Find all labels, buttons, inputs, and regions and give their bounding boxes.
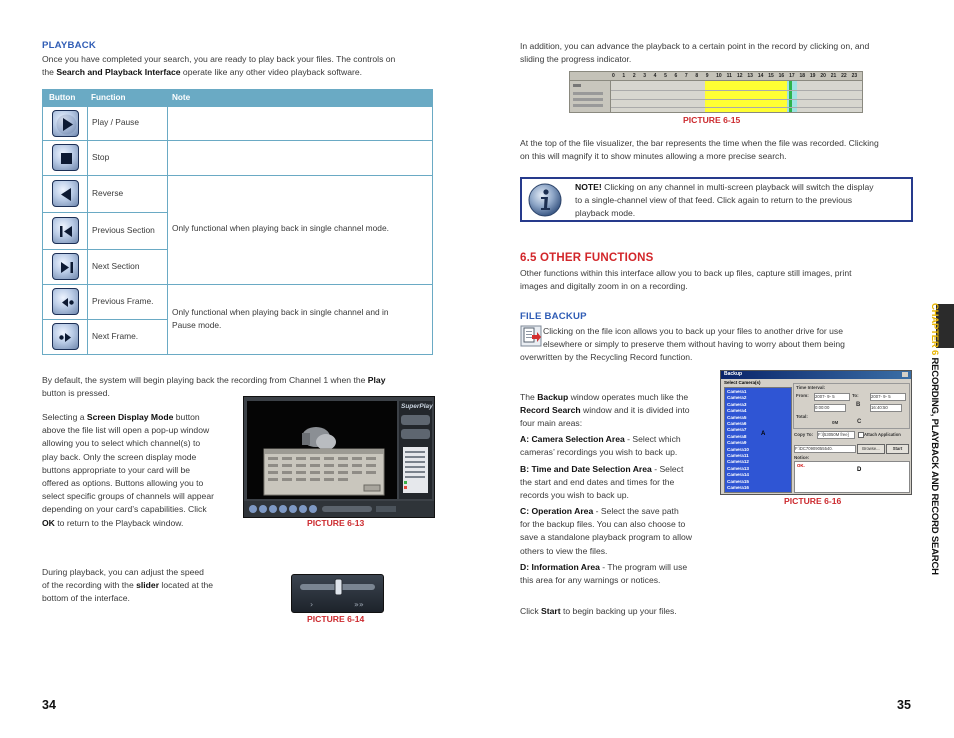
timeline-hour-label[interactable]: 13 bbox=[747, 73, 753, 79]
picture-6-16-caption: PICTURE 6-16 bbox=[784, 496, 842, 506]
row-function: Stop bbox=[92, 152, 110, 162]
time-interval-group: Time Interval: From: 2007- 9- 5 To: 2007- 9- 5 0:00:00 B 16:40:50 Total: 0M bbox=[793, 383, 910, 429]
playback-heading: PLAYBACK bbox=[42, 40, 97, 51]
from-date-field[interactable]: 2007- 9- 5 bbox=[814, 393, 850, 401]
camera-list-item[interactable]: Camera8 bbox=[727, 433, 747, 439]
timeline-hour-label[interactable]: 22 bbox=[841, 73, 847, 79]
camera-list-item[interactable]: Camera14 bbox=[727, 472, 749, 478]
table-row bbox=[43, 176, 432, 212]
svg-text:›: › bbox=[310, 600, 314, 609]
file-visualizer-paragraph: At the top of the file visualizer, the bar represents the time when the file was recorded. Clicking on this will magnify it to show minutes allowing a more precise search. bbox=[520, 138, 879, 162]
area-a-paragraph: A: Camera Selection Area - Select which cameras’ recordings you wish to back up. bbox=[520, 434, 681, 458]
page-number-left: 34 bbox=[42, 698, 56, 712]
table-row bbox=[43, 107, 432, 140]
row-function: Next Frame. bbox=[92, 331, 139, 341]
area-b-paragraph: B: Time and Date Selection Area - Select the start and end dates and times for the records you wish to back up. bbox=[520, 464, 684, 501]
camera-list-item[interactable]: Camera16 bbox=[727, 485, 749, 490]
camera-list-item[interactable]: Camera5 bbox=[727, 414, 747, 420]
note-single-channel: Only functional when playing back in single channel mode. bbox=[172, 223, 389, 233]
timeline-hour-label[interactable]: 4 bbox=[653, 73, 657, 79]
chapter-tab bbox=[924, 303, 944, 575]
info-icon bbox=[528, 183, 562, 217]
timeline-hour-label[interactable]: 10 bbox=[716, 73, 722, 79]
timeline-hour-label[interactable]: 8 bbox=[695, 73, 699, 79]
timeline-hour-bar bbox=[570, 72, 862, 81]
note-single-channel-pause: Only functional when playing back in single channel and in Pause mode. bbox=[172, 307, 389, 330]
camera-list-item[interactable]: Camera2 bbox=[727, 395, 747, 401]
playback-window-screenshot bbox=[243, 396, 435, 518]
playback-intro: Once you have completed your search, you are ready to play back your files. The controls on the Search and Playback Interface operate like any other video playback software. bbox=[42, 54, 396, 78]
stop-icon bbox=[52, 144, 79, 171]
timeline-hour-label[interactable]: 6 bbox=[674, 73, 678, 79]
speed-slider-screenshot bbox=[291, 574, 384, 613]
timeline-hour-label[interactable]: 17 bbox=[789, 73, 795, 79]
select-cameras-label: Select Camera(s) bbox=[724, 380, 761, 385]
timeline-hour-label[interactable]: 1 bbox=[622, 73, 626, 79]
area-d-paragraph: D: Information Area - The program will use this area for any warnings or notices. bbox=[520, 562, 688, 586]
header-button: Button bbox=[49, 93, 76, 102]
area-a-marker: A bbox=[761, 431, 766, 437]
camera-list-item[interactable]: Camera11 bbox=[727, 453, 749, 458]
row-function: Reverse bbox=[92, 188, 124, 198]
svg-text:»»: »» bbox=[354, 600, 364, 609]
superplay-logo: SuperPlay bbox=[401, 403, 433, 410]
previous-frame-icon bbox=[52, 288, 79, 315]
timeline-hour-label[interactable]: 19 bbox=[809, 73, 816, 79]
table-header bbox=[43, 90, 432, 107]
copy-to-select[interactable]: F:\[53050M free] bbox=[817, 431, 855, 439]
timeline-hour-label[interactable]: 3 bbox=[643, 73, 647, 79]
to-time-field[interactable]: 16:40:50 bbox=[870, 404, 902, 412]
table-row bbox=[43, 141, 432, 175]
timeline-hour-label[interactable]: 0 bbox=[612, 73, 615, 79]
row-function: Play / Pause bbox=[92, 117, 140, 127]
next-section-icon bbox=[52, 253, 79, 280]
camera-list-item[interactable]: Camera4 bbox=[727, 408, 747, 414]
timeline-hour-label[interactable]: 14 bbox=[757, 73, 764, 79]
notice-ok-text: OK. bbox=[797, 463, 805, 468]
camera-list-item[interactable]: Camera7 bbox=[727, 427, 747, 433]
note-box: NOTE! Clicking on any channel in multi-screen playback will switch the display to a single-channel view of that feed. Click again to return to the previous playback mode. bbox=[520, 177, 913, 222]
browse-button[interactable]: Browse... bbox=[857, 444, 885, 454]
advance-playback-paragraph: In addition, you can advance the playback to a certain point in the record by clicking on, and sliding the progress indicator. bbox=[520, 41, 870, 65]
timeline-hour-label[interactable]: 18 bbox=[799, 73, 806, 79]
picture-6-14-caption: PICTURE 6-14 bbox=[307, 614, 365, 624]
speed-slider-paragraph: During playback, you can adjust the speed of the recording with the slider located at the bottom of the interface. bbox=[42, 567, 214, 604]
area-b-marker: B bbox=[856, 402, 861, 408]
file-backup-heading: FILE BACKUP bbox=[520, 311, 587, 322]
timeline-hour-label[interactable]: 7 bbox=[684, 73, 688, 79]
camera-list-item[interactable]: Camera9 bbox=[727, 440, 747, 446]
timeline-hour-label[interactable]: 11 bbox=[726, 73, 732, 79]
camera-list-item[interactable]: Camera3 bbox=[727, 401, 747, 407]
header-function: Function bbox=[91, 93, 126, 102]
screen-display-mode-paragraph: Selecting a Screen Display Mode button above the file list will open a pop-up window allowing you to select which channel(s) to play back. Only the screen display mode buttons appropriate to your card will be offered as options. Buttons allowing you to select specific groups of channels will appear depending on your card’s capabilities. Click OK to return to the Playback window. bbox=[42, 412, 214, 528]
timeline-hour-label[interactable]: 21 bbox=[830, 73, 837, 79]
camera-list-item[interactable]: Camera13 bbox=[727, 465, 749, 471]
reverse-icon bbox=[52, 180, 79, 207]
backup-size: 0M bbox=[832, 420, 839, 425]
area-d-marker: D bbox=[857, 467, 862, 473]
note-label: NOTE! bbox=[575, 182, 602, 192]
chapter-title: RECORDING, PLAYBACK AND RECORD SEARCH bbox=[929, 357, 940, 575]
timeline-hour-label[interactable]: 12 bbox=[737, 73, 743, 79]
timeline-hour-label[interactable]: 20 bbox=[820, 73, 826, 79]
backup-window-screenshot: Backup Select Camera(s) Camera1 Camera2 Camera3 Camera4 Camera5 Camera6 Camera7 Camera8 Camera9 Camera10 Camera11 Camera12 Camera13 Camera14 Camera15 Camera16 A Time Interval: From: 2007- 9- 5 To: 2007- 9- 5 0:00:00 B 16:40:50 Total: 0M C Copy To: F:\[53050M free] Attach Application F:\DC70909055540. Browse... Start Notice: OK. D bbox=[720, 370, 912, 495]
playback-controls-table bbox=[42, 89, 433, 355]
camera-list[interactable] bbox=[724, 387, 792, 493]
header-note: Note bbox=[172, 93, 191, 102]
timeline-screenshot bbox=[569, 71, 863, 113]
camera-list-item[interactable]: Camera12 bbox=[727, 459, 749, 465]
next-frame-icon bbox=[52, 323, 79, 350]
play-pause-icon bbox=[52, 110, 79, 137]
backup-window-paragraph: The Backup window operates much like the Record Search window and it is divided into four main areas: bbox=[520, 392, 690, 429]
page-number-right: 35 bbox=[897, 698, 911, 712]
row-function: Next Section bbox=[92, 261, 140, 271]
notice-area bbox=[794, 461, 910, 493]
timeline-hour-label[interactable]: 23 bbox=[851, 73, 858, 79]
timeline-hour-label[interactable]: 5 bbox=[664, 73, 667, 79]
from-time-field[interactable]: 0:00:00 bbox=[814, 404, 846, 412]
close-icon[interactable] bbox=[902, 372, 908, 377]
start-button[interactable]: Start bbox=[886, 444, 909, 454]
to-date-field[interactable]: 2007- 9- 5 bbox=[870, 393, 906, 401]
file-backup-paragraph: Clicking on the file icon allows you to back up your files to another drive for use elsewhere or simply to preserve them without having to worry about them being overwritten by the Recycling Record function. bbox=[520, 326, 845, 363]
click-start-paragraph: Click Start to begin backing up your files. bbox=[520, 606, 677, 616]
previous-section-icon bbox=[52, 217, 79, 244]
timeline-hour-label[interactable]: 2 bbox=[632, 73, 636, 79]
camera-list-item[interactable]: Camera1 bbox=[727, 389, 747, 394]
default-playback-paragraph: By default, the system will begin playing back the recording from Channel 1 when the Play button is pressed. bbox=[42, 375, 386, 399]
chapter-label: CHAPTER 6 bbox=[929, 303, 940, 356]
timeline-hour-label[interactable]: 16 bbox=[778, 73, 785, 79]
camera-list-item[interactable]: Camera15 bbox=[727, 478, 749, 484]
other-functions-paragraph: Other functions within this interface allow you to back up files, capture still images, print images and digitally zoom in on a recording. bbox=[520, 268, 852, 292]
timeline-hour-label[interactable]: 15 bbox=[768, 73, 774, 79]
other-functions-heading: 6.5 OTHER FUNCTIONS bbox=[520, 252, 654, 264]
camera-list-item[interactable]: Camera6 bbox=[727, 421, 747, 426]
picture-6-15-caption: PICTURE 6-15 bbox=[683, 115, 741, 125]
area-c-paragraph: C: Operation Area - Select the save path for the backup files. You can also choose to save a standalone playback program to allow others to view the files. bbox=[520, 506, 692, 556]
backup-window-title: Backup bbox=[724, 371, 743, 377]
backup-path-field[interactable]: F:\DC70909055540. bbox=[794, 445, 856, 453]
area-c-marker: C bbox=[857, 419, 862, 425]
camera-list-item[interactable]: Camera10 bbox=[727, 446, 749, 452]
row-function: Previous Frame. bbox=[92, 296, 154, 306]
row-function: Previous Section bbox=[92, 225, 155, 235]
table-row bbox=[43, 250, 432, 284]
picture-6-13-caption: PICTURE 6-13 bbox=[307, 518, 365, 528]
timeline-hour-label[interactable]: 9 bbox=[705, 73, 709, 79]
